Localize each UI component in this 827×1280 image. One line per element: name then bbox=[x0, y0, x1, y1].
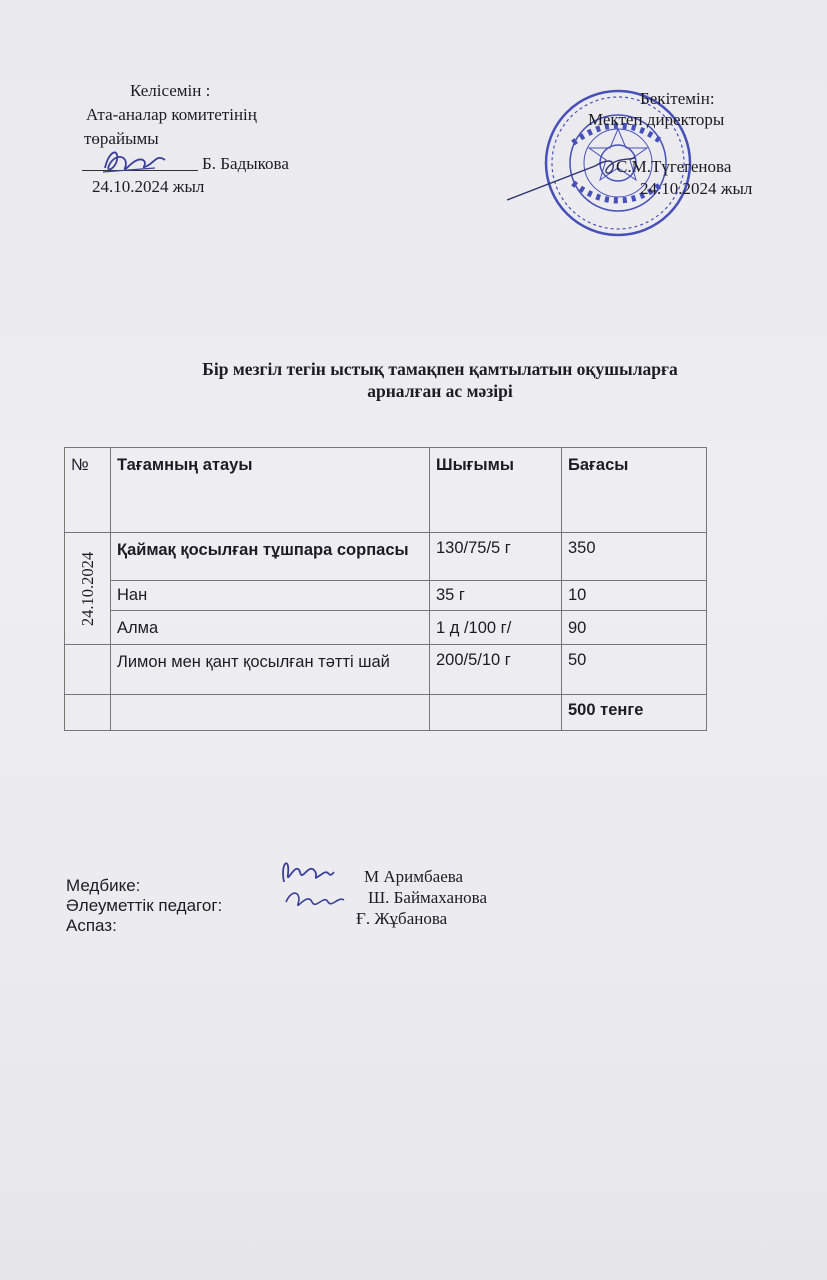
approval-right-date: 24.10.2024 жыл bbox=[640, 179, 753, 198]
table-row bbox=[65, 611, 707, 645]
header-qty: Шығымы bbox=[430, 448, 562, 533]
dish-price: 10 bbox=[562, 581, 707, 611]
role-nurse: Медбике: bbox=[66, 876, 141, 895]
approval-left-position: Ата-аналар комитетінің bbox=[86, 105, 257, 124]
empty-cell bbox=[430, 695, 562, 731]
dish-name: Алма bbox=[111, 611, 430, 645]
table-row bbox=[65, 533, 707, 581]
total-price: 500 тенге bbox=[562, 695, 707, 731]
date-cell bbox=[65, 533, 111, 645]
header-no: № bbox=[65, 448, 111, 533]
dish-price: 50 bbox=[562, 645, 707, 695]
dish-name: Нан bbox=[111, 581, 430, 611]
approval-left-label: Келісемін : bbox=[130, 81, 211, 100]
table-header-row bbox=[65, 448, 707, 533]
header-price: Бағасы bbox=[562, 448, 707, 533]
title-line-2: арналған ас мәзірі bbox=[367, 381, 513, 401]
dish-qty: 35 г bbox=[430, 581, 562, 611]
dish-qty: 1 д /100 г/ bbox=[430, 611, 562, 645]
empty-cell bbox=[65, 645, 111, 695]
signatory-names bbox=[356, 866, 487, 929]
role-social-pedagogue: Әлеуметтік педагог: bbox=[66, 896, 223, 915]
table-row bbox=[65, 581, 707, 611]
approval-right-position: Мектеп директоры bbox=[588, 110, 725, 129]
title-line-1: Бір мезгіл тегін ыстық тамақпен қамтылатын оқушыларға bbox=[202, 359, 678, 379]
dish-name: Қаймақ қосылған тұшпара сорпасы bbox=[111, 533, 430, 581]
empty-cell bbox=[65, 695, 111, 731]
menu-table bbox=[64, 447, 707, 731]
approval-right-label: Бекітемін: bbox=[640, 89, 715, 108]
signatory-signature bbox=[272, 852, 362, 917]
header-name: Тағамның атауы bbox=[111, 448, 430, 533]
role-cook: Аспаз: bbox=[66, 916, 117, 935]
dish-qty: 130/75/5 г bbox=[430, 533, 562, 581]
document-title bbox=[120, 358, 760, 402]
approval-left-date: 24.10.2024 жыл bbox=[92, 177, 205, 196]
approval-right-name: С.М.Түгегенова bbox=[616, 157, 732, 176]
approval-left-position-2: төрайымы bbox=[84, 129, 159, 148]
dish-price: 350 bbox=[562, 533, 707, 581]
table-row bbox=[65, 645, 707, 695]
approval-left-name: Б. Бадыкова bbox=[202, 154, 289, 173]
name-nurse: М Аримбаева bbox=[364, 867, 464, 886]
dish-price: 90 bbox=[562, 611, 707, 645]
dish-qty: 200/5/10 г bbox=[430, 645, 562, 695]
name-social-pedagogue: Ш. Баймаханова bbox=[368, 888, 488, 907]
vertical-date: 24.10.2024 bbox=[77, 551, 97, 626]
empty-cell bbox=[111, 695, 430, 731]
name-cook: Ғ. Жұбанова bbox=[356, 909, 448, 928]
signatory-roles bbox=[66, 876, 222, 936]
table-total-row bbox=[65, 695, 707, 731]
dish-name: Лимон мен қант қосылған тәтті шай bbox=[111, 645, 430, 695]
